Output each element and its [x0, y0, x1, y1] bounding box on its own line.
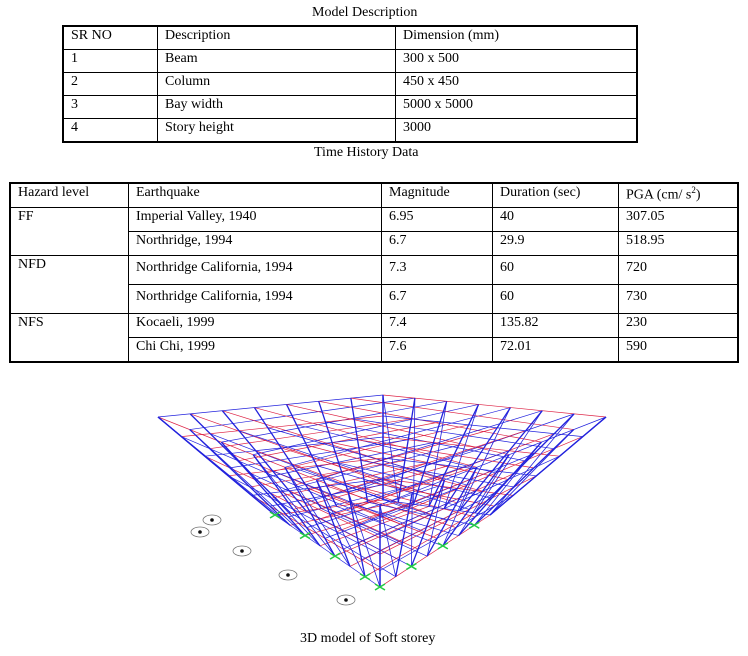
cell-magnitude: 7.3 — [382, 256, 493, 285]
soft-storey-3d-model — [150, 385, 620, 615]
table-row — [10, 314, 738, 338]
cell-magnitude: 7.4 — [382, 314, 493, 338]
cell-pga: 730 — [619, 285, 739, 314]
cell-sr-no: 1 — [63, 50, 158, 73]
header-sr-no: SR NO — [63, 26, 158, 50]
cell-duration: 29.9 — [493, 232, 619, 256]
joint-label-dot — [210, 518, 214, 522]
cell-dimension: 5000 x 5000 — [396, 96, 638, 119]
cell-earthquake: Northridge California, 1994 — [129, 285, 382, 314]
support-marker — [438, 543, 448, 549]
cell-hazard: NFD — [10, 256, 129, 314]
table-row — [63, 73, 637, 96]
model-description-title: Model Description — [312, 5, 418, 20]
cell-pga: 307.05 — [619, 208, 739, 232]
cell-pga: 230 — [619, 314, 739, 338]
joint-label-dot — [286, 573, 290, 577]
cell-earthquake: Northridge California, 1994 — [129, 256, 382, 285]
pga-suffix: ) — [695, 187, 701, 203]
cell-magnitude: 6.95 — [382, 208, 493, 232]
cell-hazard: FF — [10, 208, 129, 256]
cell-sr-no: 4 — [63, 119, 158, 143]
cell-sr-no: 2 — [63, 73, 158, 96]
cell-earthquake: Northridge, 1994 — [129, 232, 382, 256]
cell-description: Column — [158, 73, 396, 96]
column-line — [490, 417, 606, 515]
cell-pga: 590 — [619, 338, 739, 363]
cell-dimension: 450 x 450 — [396, 73, 638, 96]
cell-magnitude: 6.7 — [382, 285, 493, 314]
beam-line — [383, 437, 560, 456]
header-pga — [619, 183, 739, 208]
column-line — [222, 411, 306, 511]
brace-line — [317, 480, 365, 577]
cell-magnitude: 7.6 — [382, 338, 493, 363]
header-earthquake: Earthquake — [129, 183, 382, 208]
cell-duration: 72.01 — [493, 338, 619, 363]
cell-sr-no: 3 — [63, 96, 158, 119]
joint-label-dot — [198, 530, 202, 534]
cell-earthquake: Kocaeli, 1999 — [129, 314, 382, 338]
joint-label-dot — [344, 598, 348, 602]
cell-dimension: 3000 — [396, 119, 638, 143]
table-row — [63, 119, 637, 143]
cell-pga: 518.95 — [619, 232, 739, 256]
pga-sup: 2 — [691, 185, 696, 195]
support-marker — [330, 553, 340, 559]
cell-hazard: NFS — [10, 314, 129, 363]
pga-prefix: PGA (cm/ s — [626, 187, 692, 203]
header-hazard-level: Hazard level — [10, 183, 129, 208]
beam-line — [383, 395, 606, 417]
cell-dimension: 300 x 500 — [396, 50, 638, 73]
header-duration: Duration (sec) — [493, 183, 619, 208]
header-description: Description — [158, 26, 396, 50]
cell-description: Beam — [158, 50, 396, 73]
support-marker — [300, 533, 310, 539]
joint-label-dot — [240, 549, 244, 553]
beam-line — [343, 491, 476, 549]
brace-line — [475, 411, 543, 513]
table-header-row — [10, 183, 738, 208]
table-row — [10, 256, 738, 285]
table-row — [10, 208, 738, 232]
table-row — [63, 96, 637, 119]
cell-description: Story height — [158, 119, 396, 143]
cell-duration: 60 — [493, 256, 619, 285]
table-header-row — [63, 26, 637, 50]
cell-magnitude: 6.7 — [382, 232, 493, 256]
figure-caption: 3D model of Soft storey — [300, 631, 436, 646]
time-history-title: Time History Data — [314, 145, 419, 160]
cell-earthquake: Imperial Valley, 1940 — [129, 208, 382, 232]
header-magnitude: Magnitude — [382, 183, 493, 208]
support-marker — [469, 522, 479, 528]
time-history-table — [9, 182, 739, 363]
cell-duration: 60 — [493, 285, 619, 314]
cell-pga: 720 — [619, 256, 739, 285]
cell-earthquake: Chi Chi, 1999 — [129, 338, 382, 363]
brace-line — [221, 442, 320, 546]
cell-description: Bay width — [158, 96, 396, 119]
cell-duration: 135.82 — [493, 314, 619, 338]
cell-duration: 40 — [493, 208, 619, 232]
table-row — [63, 50, 637, 73]
header-dimension: Dimension (mm) — [396, 26, 638, 50]
beam-line — [158, 395, 383, 417]
model-description-table — [62, 25, 638, 143]
column-line — [429, 404, 479, 506]
